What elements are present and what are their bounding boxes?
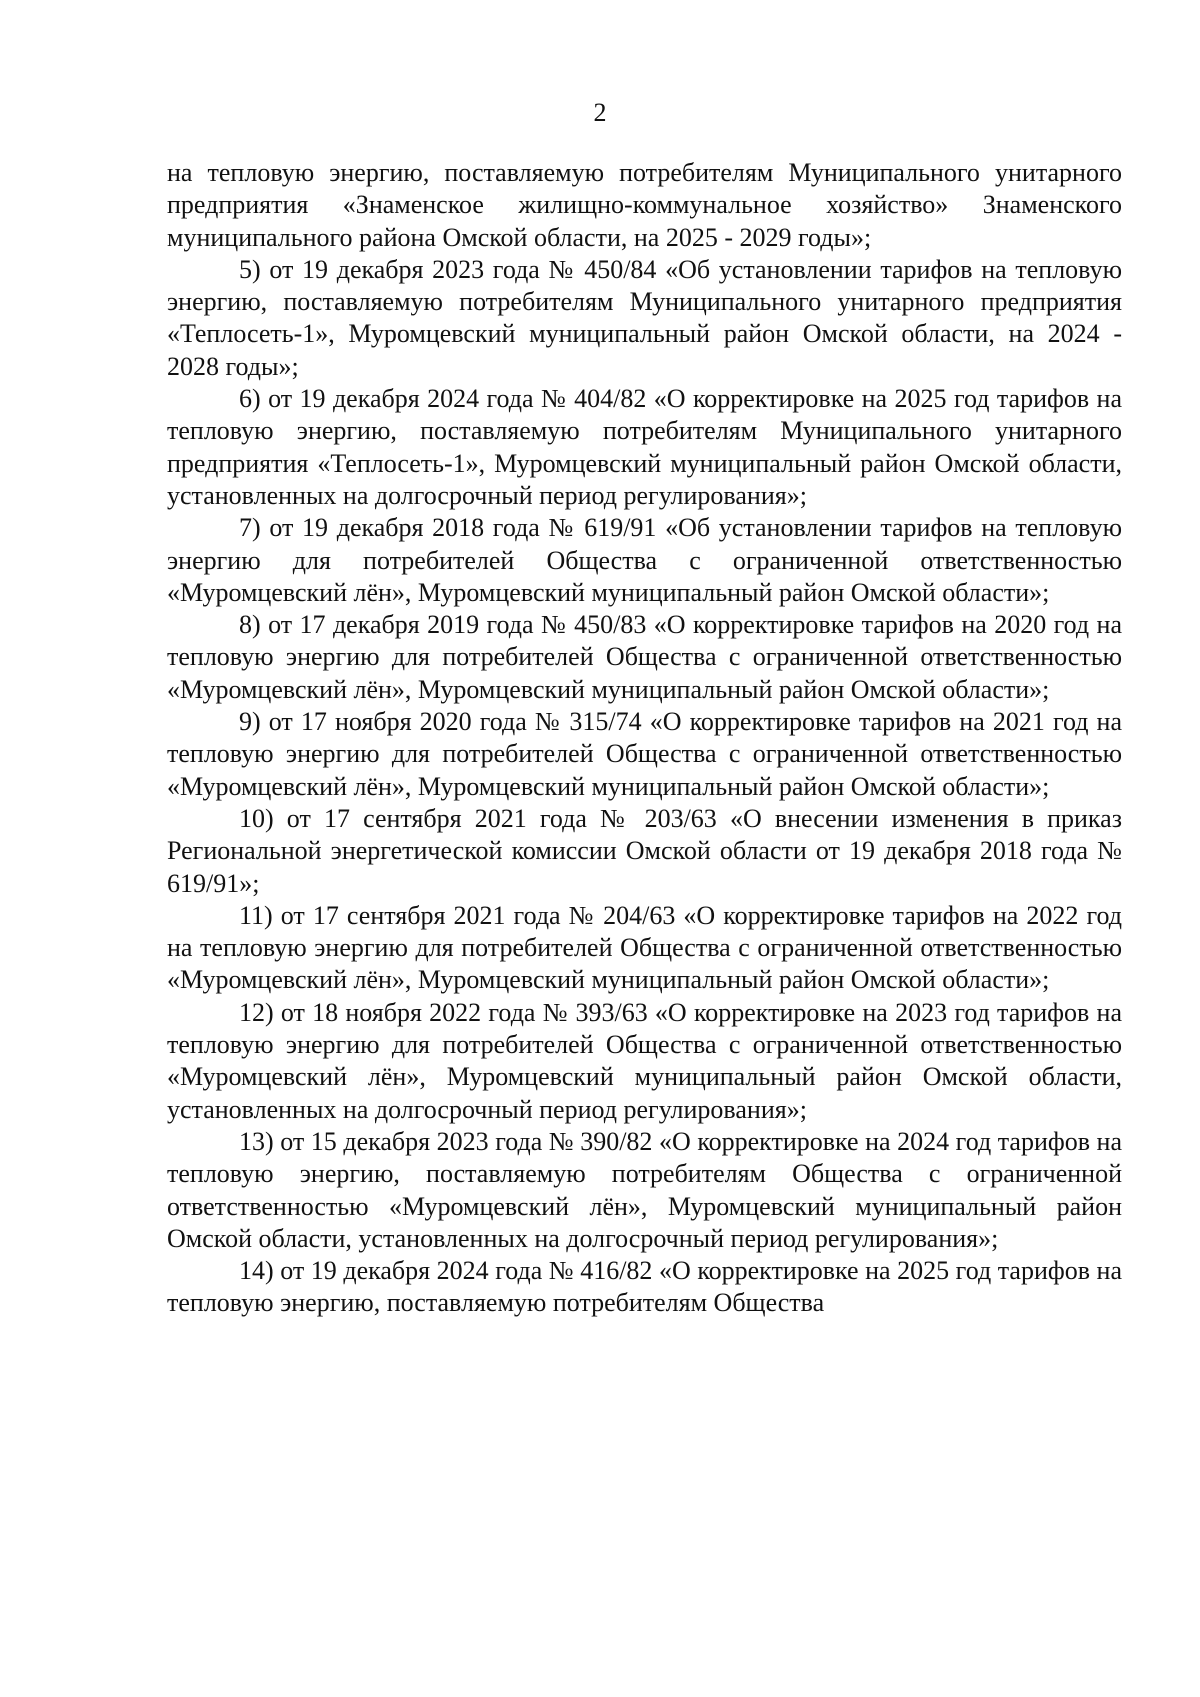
page-number: 2	[593, 98, 607, 127]
list-item-10: 10) от 17 сентября 2021 года № 203/63 «О внесении изменения в приказ Региональной энергетической комиссии Омской области от 19 декабря 2018 года № 619/91»;	[167, 803, 1122, 898]
paragraph-continuation: на тепловую энергию, поставляемую потребителям Муниципального унитарного предприятия «Знаменское жилищно-коммунальное хозяйство» Знаменского муниципального района Омской области, на 2025 - 2029 годы»;	[167, 158, 1122, 252]
document-body	[167, 157, 1122, 1320]
list-item-8: 8) от 17 декабря 2019 года № 450/83 «О корректировке тарифов на 2020 год на тепловую энергию для потребителей Общества с ограниченной ответственностью «Муромцевский лён», Муромцевский муниципальный район Омской области»;	[167, 610, 1122, 704]
list-item-11: 11) от 17 сентября 2021 года № 204/63 «О корректировке тарифов на 2022 год на тепловую энергию для потребителей Общества с ограниченной ответственностью «Муромцевский лён», Муромцевский муниципальный район Омской области»;	[167, 900, 1122, 995]
list-item-13: 13) от 15 декабря 2023 года № 390/82 «О корректировке на 2024 год тарифов на тепловую энергию, поставляемую потребителям Общества с ограниченной ответственностью «Муромцевский лён», Муромцевский муниципальный район Омской области, установленных на долгосрочный период регулирования»;	[167, 1126, 1122, 1253]
list-item-14: 14) от 19 декабря 2024 года № 416/82 «О корректировке на 2025 год тарифов на тепловую энергию, поставляемую потребителям Общества	[167, 1256, 1122, 1318]
list-item-6: 6) от 19 декабря 2024 года № 404/82 «О корректировке на 2025 год тарифов на тепловую энергию, поставляемую потребителям Муниципального унитарного предприятия «Теплосеть-1», Муромцевский муниципальный район Омской области, установленных на долгосрочный период регулирования»;	[167, 384, 1122, 510]
list-item-7: 7) от 19 декабря 2018 года № 619/91 «Об установлении тарифов на тепловую энергию для потребителей Общества с ограниченной ответственностью «Муромцевский лён», Муромцевский муниципальный район Омской области»;	[167, 513, 1122, 607]
list-item-5: 5) от 19 декабря 2023 года № 450/84 «Об установлении тарифов на тепловую энергию, поставляемую потребителям Муниципального унитарного предприятия «Теплосеть-1», Муромцевский муниципальный район Омской области, на 2024 - 2028 годы»;	[167, 254, 1122, 381]
list-item-12: 12) от 18 ноября 2022 года № 393/63 «О корректировке на 2023 год тарифов на тепловую энергию для потребителей Общества с ограниченной ответственностью «Муромцевский лён», Муромцевский муниципальный район Омской области, установленных на долгосрочный период регулирования»;	[167, 997, 1122, 1124]
list-item-9: 9) от 17 ноября 2020 года № 315/74 «О корректировке тарифов на 2021 год на тепловую энергию для потребителей Общества с ограниченной ответственностью «Муромцевский лён», Муромцевский муниципальный район Омской области»;	[167, 707, 1122, 801]
